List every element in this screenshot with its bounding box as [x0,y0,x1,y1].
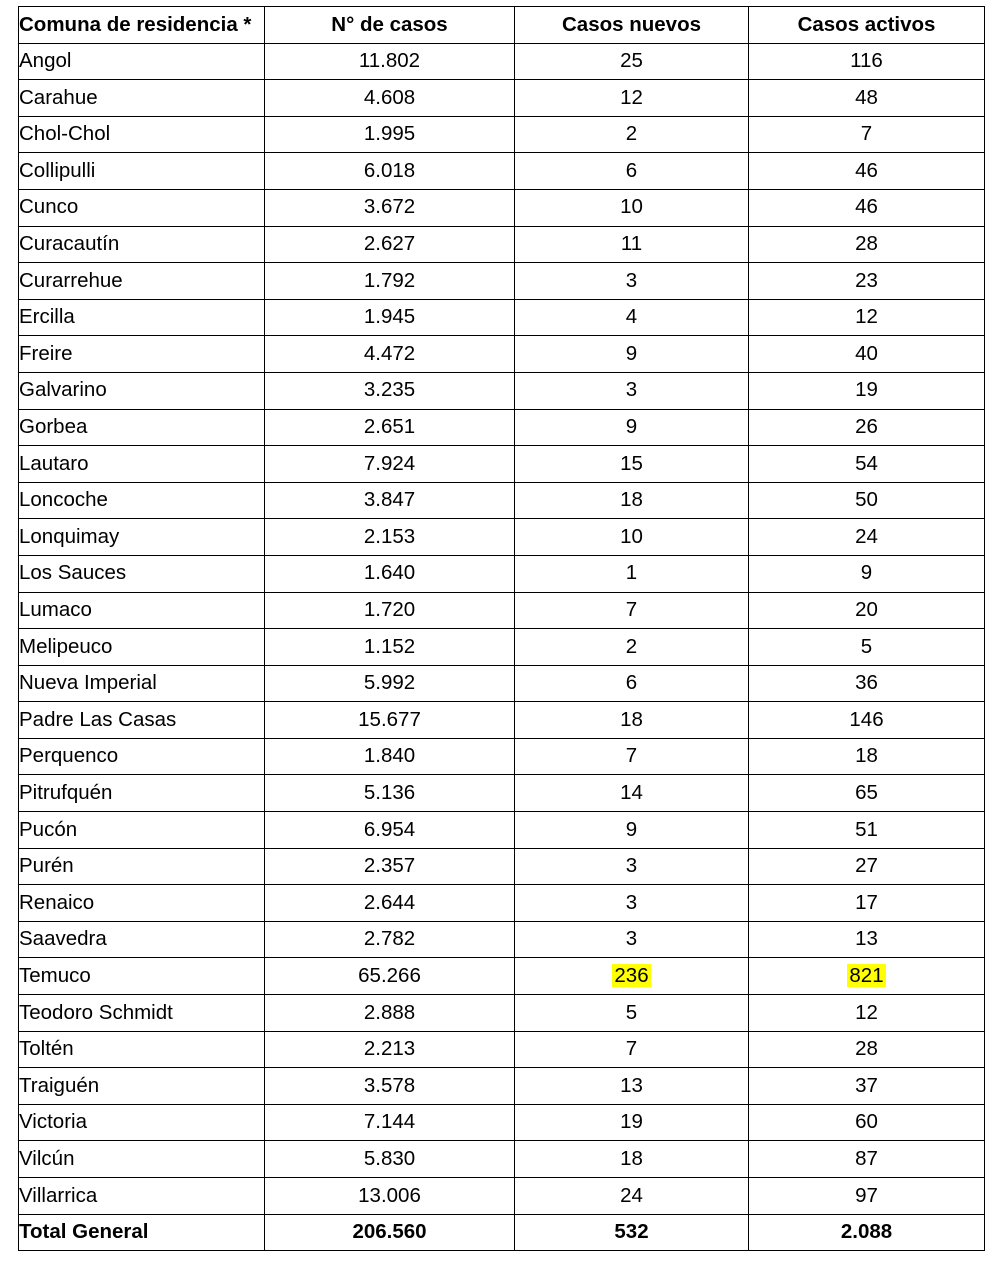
cell-casos-activos: 65 [749,775,985,812]
cell-casos: 2.651 [265,409,515,446]
cell-casos-nuevos: 6 [515,153,749,190]
cell-casos: 3.672 [265,189,515,226]
cell-comuna: Los Sauces [19,555,265,592]
cell-casos-activos: 40 [749,336,985,373]
cell-casos-activos: 18 [749,738,985,775]
cell-casos: 1.995 [265,116,515,153]
table-row [19,921,985,958]
table-row [19,1104,985,1141]
cell-casos-activos [749,958,985,995]
table-row [19,519,985,556]
table-row [19,738,985,775]
cell-casos-activos: 37 [749,1068,985,1105]
cell-casos: 13.006 [265,1178,515,1215]
cell-casos-nuevos: 10 [515,519,749,556]
cell-comuna: Nueva Imperial [19,665,265,702]
cell-casos-activos: 20 [749,592,985,629]
cell-casos-activos: 5 [749,629,985,666]
cell-casos-nuevos: 18 [515,482,749,519]
cell-comuna: Chol-Chol [19,116,265,153]
cell-casos: 6.018 [265,153,515,190]
cell-comuna: Total General [19,1214,265,1251]
cell-comuna: Galvarino [19,372,265,409]
cell-casos: 2.357 [265,848,515,885]
table-row [19,1068,985,1105]
cell-casos: 5.136 [265,775,515,812]
table-row [19,665,985,702]
cell-casos-activos: 26 [749,409,985,446]
cell-comuna: Purén [19,848,265,885]
cell-casos: 1.152 [265,629,515,666]
cell-casos-nuevos: 14 [515,775,749,812]
cell-casos-activos: 12 [749,995,985,1032]
cell-casos-nuevos: 10 [515,189,749,226]
cell-casos-nuevos: 25 [515,43,749,80]
cell-comuna: Saavedra [19,921,265,958]
cell-casos-activos: 146 [749,702,985,739]
cell-casos-activos: 28 [749,226,985,263]
cell-casos-activos: 36 [749,665,985,702]
cell-casos: 2.782 [265,921,515,958]
cell-casos-nuevos: 15 [515,446,749,483]
cell-comuna: Pitrufquén [19,775,265,812]
table-row [19,555,985,592]
cell-casos-activos: 17 [749,885,985,922]
cell-casos-nuevos: 7 [515,592,749,629]
cell-casos-activos: 2.088 [749,1214,985,1251]
highlighted-value: 821 [849,963,884,987]
table-total-row [19,1214,985,1251]
cell-casos-activos: 13 [749,921,985,958]
cell-casos: 6.954 [265,812,515,849]
cell-casos-nuevos: 11 [515,226,749,263]
cell-casos-nuevos: 3 [515,885,749,922]
table-row [19,702,985,739]
cell-comuna: Renaico [19,885,265,922]
cell-casos-activos: 46 [749,189,985,226]
table-row [19,409,985,446]
cell-casos-activos: 97 [749,1178,985,1215]
table-row [19,812,985,849]
table-row [19,372,985,409]
cell-casos-nuevos: 3 [515,921,749,958]
cell-casos-nuevos: 4 [515,299,749,336]
table-row [19,958,985,995]
table-row [19,482,985,519]
cell-casos-activos: 54 [749,446,985,483]
cell-casos: 65.266 [265,958,515,995]
cell-comuna: Padre Las Casas [19,702,265,739]
cell-casos-nuevos: 7 [515,1031,749,1068]
cell-casos: 4.608 [265,80,515,117]
cell-casos-nuevos: 9 [515,336,749,373]
cell-casos: 2.644 [265,885,515,922]
cell-casos-nuevos: 12 [515,80,749,117]
cell-casos-activos: 28 [749,1031,985,1068]
table-body [19,43,985,1251]
highlighted-value: 236 [614,963,649,987]
cell-casos-activos: 27 [749,848,985,885]
cell-casos: 2.888 [265,995,515,1032]
table-row [19,1141,985,1178]
cell-casos-nuevos: 532 [515,1214,749,1251]
cell-casos: 7.924 [265,446,515,483]
cell-casos: 3.235 [265,372,515,409]
column-header-casos-nuevos: Casos nuevos [515,7,749,44]
cell-casos-nuevos: 3 [515,263,749,300]
column-header-casos: N° de casos [265,7,515,44]
cell-comuna: Lumaco [19,592,265,629]
table-row [19,116,985,153]
cell-casos-activos: 60 [749,1104,985,1141]
cell-casos: 3.847 [265,482,515,519]
cell-casos: 206.560 [265,1214,515,1251]
cell-casos-activos: 12 [749,299,985,336]
cell-comuna: Angol [19,43,265,80]
table-row [19,299,985,336]
cell-comuna: Collipulli [19,153,265,190]
cell-casos-nuevos: 3 [515,372,749,409]
table-row [19,995,985,1032]
cell-casos-activos: 48 [749,80,985,117]
cell-comuna: Carahue [19,80,265,117]
column-header-comuna: Comuna de residencia * [19,7,265,44]
cell-casos-nuevos: 6 [515,665,749,702]
table-header-row [19,7,985,44]
cell-comuna: Teodoro Schmidt [19,995,265,1032]
cell-casos-nuevos: 13 [515,1068,749,1105]
cell-casos-activos: 116 [749,43,985,80]
cell-comuna: Curacautín [19,226,265,263]
cell-comuna: Ercilla [19,299,265,336]
table-header [19,7,985,44]
cell-casos: 5.992 [265,665,515,702]
cell-comuna: Gorbea [19,409,265,446]
cell-casos-nuevos: 9 [515,409,749,446]
cell-casos-nuevos: 9 [515,812,749,849]
cell-casos: 2.153 [265,519,515,556]
cell-casos-nuevos: 7 [515,738,749,775]
cell-casos: 2.213 [265,1031,515,1068]
cell-casos-activos: 19 [749,372,985,409]
cell-casos-nuevos: 18 [515,702,749,739]
column-header-casos-activos: Casos activos [749,7,985,44]
table-row [19,80,985,117]
cell-comuna: Freire [19,336,265,373]
table-row [19,446,985,483]
cell-casos-nuevos: 2 [515,116,749,153]
table-row [19,848,985,885]
cell-casos-activos: 50 [749,482,985,519]
cell-comuna: Pucón [19,812,265,849]
cell-comuna: Villarrica [19,1178,265,1215]
cell-comuna: Temuco [19,958,265,995]
cell-casos: 4.472 [265,336,515,373]
cell-casos-nuevos: 24 [515,1178,749,1215]
cell-comuna: Victoria [19,1104,265,1141]
table-row [19,629,985,666]
cell-casos-activos: 7 [749,116,985,153]
cell-casos: 3.578 [265,1068,515,1105]
cell-casos: 1.792 [265,263,515,300]
cell-casos: 1.720 [265,592,515,629]
cases-by-commune-table [18,6,985,1251]
cell-comuna: Vilcún [19,1141,265,1178]
cell-comuna: Toltén [19,1031,265,1068]
cell-comuna: Perquenco [19,738,265,775]
cell-comuna: Loncoche [19,482,265,519]
cell-casos-nuevos: 3 [515,848,749,885]
cell-casos-activos: 23 [749,263,985,300]
cell-casos: 1.840 [265,738,515,775]
cell-comuna: Lautaro [19,446,265,483]
cell-casos: 5.830 [265,1141,515,1178]
cell-casos-activos: 51 [749,812,985,849]
cell-casos: 2.627 [265,226,515,263]
table-row [19,189,985,226]
cell-comuna: Cunco [19,189,265,226]
cell-casos-activos: 87 [749,1141,985,1178]
cell-comuna: Melipeuco [19,629,265,666]
table-row [19,1178,985,1215]
table-row [19,153,985,190]
cell-casos-nuevos: 1 [515,555,749,592]
table-row [19,1031,985,1068]
cell-casos: 15.677 [265,702,515,739]
cell-casos: 1.640 [265,555,515,592]
table-row [19,336,985,373]
table-row [19,775,985,812]
table-row [19,226,985,263]
cell-casos-nuevos [515,958,749,995]
cell-casos-activos: 46 [749,153,985,190]
table-row [19,263,985,300]
cell-comuna: Curarrehue [19,263,265,300]
cell-casos: 7.144 [265,1104,515,1141]
cell-casos-nuevos: 18 [515,1141,749,1178]
table-row [19,43,985,80]
cell-casos: 1.945 [265,299,515,336]
cell-casos-nuevos: 2 [515,629,749,666]
cell-casos-activos: 24 [749,519,985,556]
cell-casos-nuevos: 5 [515,995,749,1032]
table-row [19,885,985,922]
table-row [19,592,985,629]
cell-casos-nuevos: 19 [515,1104,749,1141]
cell-comuna: Traiguén [19,1068,265,1105]
cell-casos-activos: 9 [749,555,985,592]
cell-casos: 11.802 [265,43,515,80]
cell-comuna: Lonquimay [19,519,265,556]
